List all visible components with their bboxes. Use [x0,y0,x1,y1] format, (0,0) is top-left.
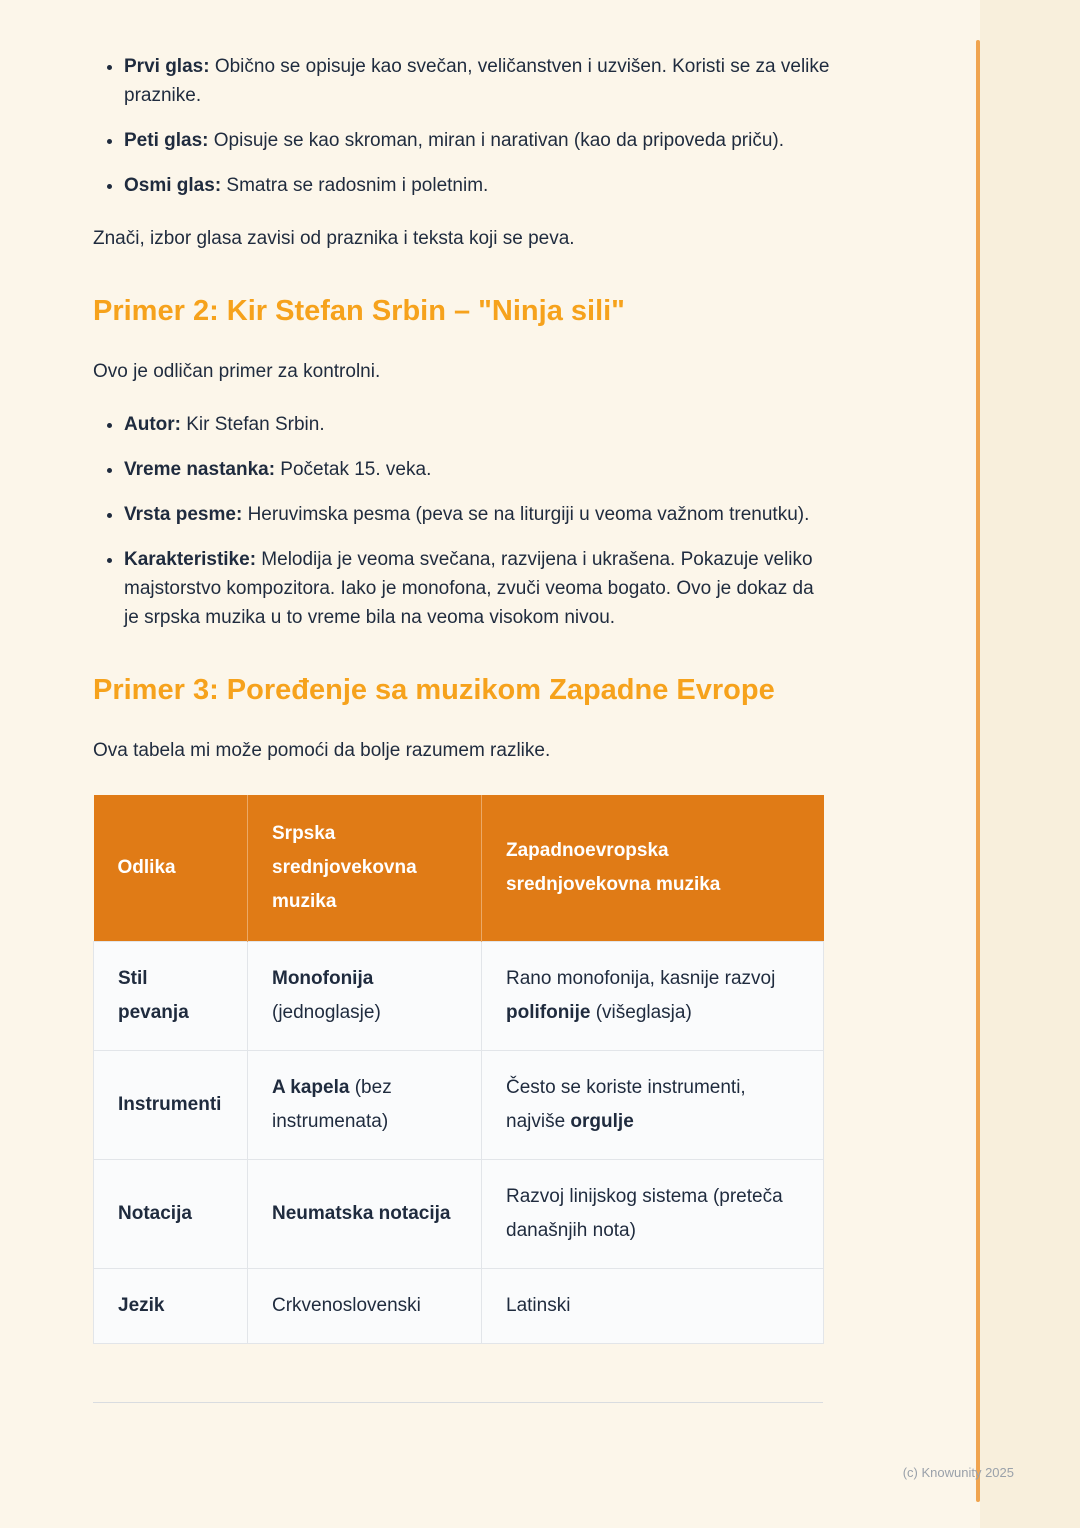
term-description: Opisuje se kao skroman, miran i narativan (kao da pripoveda priču). [208,130,785,151]
term-description: Melodija je veoma svečana, razvijena i ukrašena. Pokazuje veliko majstorstvo kompozitora. Iako je monofona, zvuči veoma bogato. Ovo je dokaz da je srpska muzika u to vreme bila na veoma visokom nivou. [124,549,814,628]
table-row [94,1269,824,1344]
table-cell: Monofonija (jednoglasje) [248,942,482,1051]
table-cell: Neumatska notacija [248,1160,482,1269]
term-description: Kir Stefan Srbin. [180,414,325,435]
comparison-table [93,795,824,1344]
term-label: Vreme nastanka: [124,459,276,480]
term-description: Početak 15. veka. [275,459,432,480]
table-cell: Rano monofonija, kasnije razvoj polifonije (višeglasja) [482,942,824,1051]
table-row [94,1160,824,1269]
table-cell: Često se koriste instrumenti, najviše orgulje [482,1051,824,1160]
paragraph-primer3-intro: Ova tabela mi može pomoći da bolje razumem razlike. [93,740,551,761]
term-label: Vrsta pesme: [124,504,243,525]
table-row [94,942,824,1051]
table-row [94,1051,824,1160]
table-cell: A kapela (bez instrumenata) [248,1051,482,1160]
table-cell: Latinski [482,1269,824,1344]
term-label: Peti glas: [124,130,209,151]
list-item [124,52,833,110]
column-header-srpska: Srpska srednjovekovna muzika [248,795,482,942]
row-label: Stil pevanja [94,942,248,1051]
term-label: Autor: [124,414,181,435]
row-label: Jezik [94,1269,248,1344]
term-description: Heruvimska pesma (peva se na liturgiji u veoma važnom trenutku). [242,504,810,525]
comparison-table-body [94,942,824,1344]
page-margin-band [980,0,1080,1528]
term-label: Karakteristike: [124,549,257,570]
term-description: Obično se opisuje kao svečan, veličanstven i uzvišen. Koristi se za velike praznike. [124,56,830,106]
row-label: Instrumenti [94,1051,248,1160]
list-item [124,545,833,632]
column-header-odlika: Odlika [94,795,248,942]
table-header-row [94,795,824,942]
column-header-zapadnoevropska: Zapadnoevropska srednjovekovna muzika [482,795,824,942]
primer2-bullet-list [93,410,833,632]
glas-bullet-list [93,52,833,200]
table-cell: Crkvenoslovenski [248,1269,482,1344]
comparison-table-header [94,795,824,942]
list-item [124,500,833,529]
term-label: Prvi glas: [124,56,210,77]
document-page [93,0,833,1403]
list-item [124,455,833,484]
list-item [124,126,833,155]
list-item [124,410,833,439]
table-cell: Razvoj linijskog sistema (preteča današnjih nota) [482,1160,824,1269]
term-description: Smatra se radosnim i poletnim. [221,175,489,196]
footer-copyright: (c) Knowunity 2025 [902,1465,1014,1480]
row-label: Notacija [94,1160,248,1269]
term-label: Osmi glas: [124,175,222,196]
accent-line [976,40,980,1502]
section-heading-primer3: Primer 3: Poređenje sa muzikom Zapadne Evrope [93,674,775,706]
divider [93,1402,823,1403]
paragraph-primer2-intro: Ovo je odličan primer za kontrolni. [93,361,381,382]
paragraph-conclusion: Znači, izbor glasa zavisi od praznika i teksta koji se peva. [93,228,575,249]
list-item [124,171,833,200]
section-heading-primer2: Primer 2: Kir Stefan Srbin – "Ninja sili" [93,295,625,327]
